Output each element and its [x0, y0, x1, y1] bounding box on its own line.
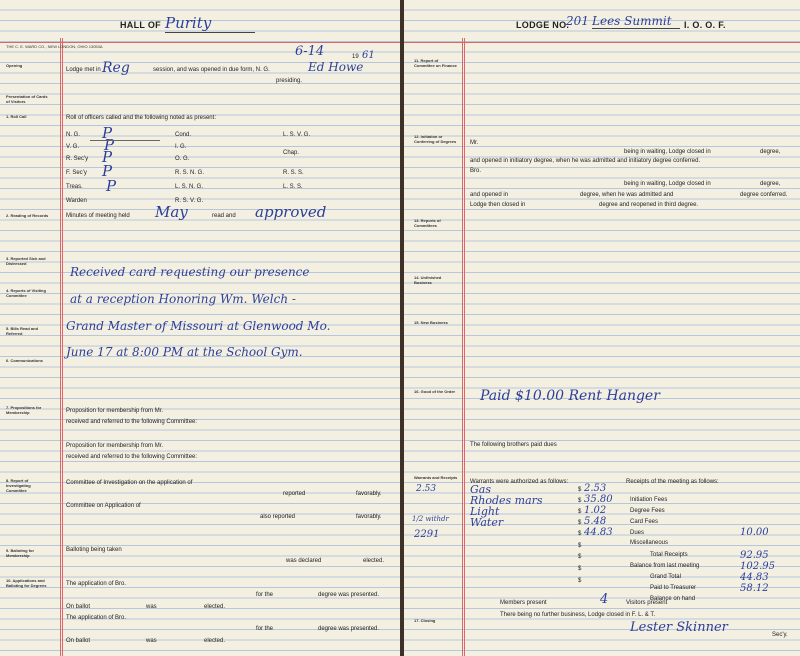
elected-text: elected.: [204, 604, 226, 610]
for-the-text: for the: [256, 626, 274, 632]
visitors-present-text: Visitors present: [626, 600, 668, 606]
brothers-paid-text: The following brothers paid dues: [470, 442, 557, 448]
warrant-amount: 2.53: [584, 483, 607, 494]
investigation-text: Committee of Investigation on the application of: [66, 480, 193, 486]
good-order-hand: Paid $10.00 Rent Hanger: [480, 388, 660, 404]
receipt-label: Total Receipts: [650, 552, 688, 558]
officer-label: Chap.: [283, 150, 300, 156]
proposition-text: received and referred to the following Committee:: [66, 419, 198, 425]
section-label: 5. Bills Read and Referred: [6, 326, 39, 336]
init-bro: Bro.: [470, 168, 482, 174]
officer-line: [90, 140, 160, 141]
officer-label: Treas.: [66, 184, 83, 190]
application-text: The application of Bro.: [66, 581, 127, 587]
lodge-label: LODGE NO.: [516, 20, 570, 30]
section-label: 11. Report of Committee on Finance: [414, 58, 457, 68]
margin-line-2: [464, 38, 465, 656]
officer-label: R. S. V. G.: [175, 198, 204, 204]
opening-text-2: session, and was opened in due form, N. G.: [153, 67, 270, 73]
margin-note: 1/2 withdr: [412, 515, 449, 523]
section-label: 6. Communications: [6, 358, 43, 363]
margin-line: [462, 38, 463, 656]
section-label: 7. Propositions for Membership: [6, 405, 42, 415]
section-label: 17. Closing: [414, 618, 436, 623]
receipt-amount: 58.12: [740, 583, 769, 594]
section-label: 2. Reading of Records: [6, 213, 49, 218]
receipt-label: Grand Total: [650, 574, 681, 580]
investigation-text: Committee on Application of: [66, 503, 141, 509]
year-prefix: 19: [352, 54, 359, 60]
declared-text: was declared: [286, 558, 322, 564]
for-the-text: for the: [256, 592, 274, 598]
communication-line: June 17 at 8:00 PM at the School Gym.: [66, 345, 303, 359]
section-label: 15. New Business: [414, 320, 448, 325]
warrant-amount: 5.48: [584, 516, 607, 527]
warrant-payee: Light: [470, 505, 500, 518]
dollar-sign: $: [578, 498, 582, 504]
proposition-text: Proposition for membership from Mr.: [66, 443, 164, 449]
margin-line: [60, 38, 61, 656]
section-label: Opening: [6, 63, 23, 68]
section-label: 9. Balloting for Membership: [6, 548, 34, 558]
year-hand: 61: [362, 50, 375, 61]
officer-label: N. G.: [66, 132, 81, 138]
roll-call-text: Roll of officers called and the following noted as present:: [66, 115, 216, 121]
receipt-label: Balance on hand: [650, 596, 696, 602]
init-line-5b: degree and reopened in third degree.: [599, 202, 699, 208]
warrant-amount: 44.83: [584, 527, 613, 538]
communication-line: Received card requesting our presence: [70, 265, 310, 279]
warrant-amount: 35.80: [584, 494, 613, 505]
present-mark: P: [102, 162, 113, 180]
margin-note: 2.53: [416, 484, 437, 494]
minutes-hand-2: approved: [255, 203, 327, 221]
session-hand: Reg: [102, 60, 130, 76]
section-label: 10. Applications and Balloting for Degrees: [6, 578, 47, 588]
minutes-hand-1: May: [155, 203, 188, 221]
receipt-amount: 44.83: [740, 572, 769, 583]
receipt-label: Paid to Treasurer: [650, 585, 697, 591]
init-line-5a: Lodge then closed in: [470, 202, 526, 208]
receipt-label: Degree Fees: [630, 508, 665, 514]
hall-name: Purity: [165, 14, 255, 33]
was-text: was: [146, 638, 157, 644]
receipt-amount: 102.95: [740, 561, 775, 572]
on-ballot-text: On ballot: [66, 638, 91, 644]
section-label: 16. Good of the Order: [414, 389, 456, 394]
present-mark: P: [104, 136, 115, 154]
printer-line: THE C. E. WARD CO., NEW LONDON, OHIO 13053A: [6, 44, 103, 49]
degree-presented-text: degree was presented.: [318, 592, 380, 598]
minutes-read: read and: [212, 213, 236, 219]
members-present-text: Members present: [500, 600, 547, 606]
proposition-text: Proposition for membership from Mr.: [66, 408, 164, 414]
init-line-4a: and opened in: [470, 192, 509, 198]
officer-label: R. Sec'y: [66, 156, 89, 162]
receipt-amount: 10.00: [740, 527, 769, 538]
secretary-label: Sec'y.: [772, 632, 788, 638]
was-text: was: [146, 604, 157, 610]
presiding-text: presiding.: [276, 78, 303, 84]
section-label: 1. Roll Call: [6, 114, 27, 119]
warrant-payee: Gas: [470, 483, 491, 496]
dollar-sign: $: [578, 487, 582, 493]
dollar-sign: $: [578, 543, 582, 549]
present-mark: P: [106, 177, 117, 195]
officer-label: R. S. S.: [283, 170, 304, 176]
hall-label: HALL OF: [120, 20, 161, 30]
receipt-label: Dues: [630, 530, 645, 536]
section-label: 12. Initiation or Conferring of Degrees: [414, 134, 457, 144]
warrant-amount: 1.02: [584, 505, 607, 516]
on-ballot-text: On ballot: [66, 604, 91, 610]
init-line-4b: degree, when he was admitted and: [580, 192, 674, 198]
margin-line-2: [62, 38, 63, 656]
closing-text: There being no further business, Lodge closed in F. L. & T.: [500, 612, 655, 618]
dollar-sign: $: [578, 531, 582, 537]
officer-label: O. G.: [175, 156, 190, 162]
init-line-4c: degree conferred.: [740, 192, 788, 198]
officer-label: I. G.: [175, 144, 187, 150]
elected-text: elected.: [363, 558, 385, 564]
officer-label: V. G.: [66, 144, 80, 150]
degree-presented-text: degree was presented.: [318, 626, 380, 632]
section-label: Presentation of Cards of Visitors: [6, 94, 48, 104]
also-reported-text: also reported: [260, 514, 296, 520]
favorably-text: favorably.: [356, 514, 382, 520]
application-text: The application of Bro.: [66, 615, 127, 621]
dollar-sign: $: [578, 578, 582, 584]
secretary-signature: Lester Skinner: [630, 620, 728, 635]
init-mr: Mr.: [470, 140, 479, 146]
init-line-1: being in waiting, Lodge closed in: [624, 149, 711, 155]
dollar-sign: $: [578, 566, 582, 572]
ng-hand: Ed Howe: [308, 60, 364, 74]
section-label: 8. Report of Investigating Committee: [6, 478, 31, 493]
officer-label: L. S. S.: [283, 184, 303, 190]
dollar-sign: $: [578, 520, 582, 526]
section-label: 13. Reports of Committees: [414, 218, 441, 228]
dollar-sign: $: [578, 509, 582, 515]
section-label: Warrants and Receipts: [414, 475, 458, 480]
receipt-amount: 92.95: [740, 550, 769, 561]
present-mark: P: [102, 124, 113, 142]
warrant-payee: Water: [470, 516, 504, 529]
officer-label: F. Sec'y: [66, 170, 87, 176]
margin-note: 2291: [414, 529, 440, 540]
opening-text: Lodge met in: [66, 67, 101, 73]
init-degree: degree,: [760, 181, 781, 187]
communication-line: Grand Master of Missouri at Glenwood Mo.: [66, 319, 331, 333]
warrant-payee: Rhodes mars: [470, 494, 543, 507]
lodge-name: Lees Summit: [592, 14, 680, 29]
meeting-date: 6-14: [295, 44, 325, 59]
right-ledger-page: [404, 0, 800, 656]
present-mark: P: [102, 148, 113, 166]
warrants-title: Warrants were authorized as follows:: [470, 479, 569, 485]
receipt-label: Card Fees: [630, 519, 659, 525]
officer-label: Cond.: [175, 132, 192, 138]
init-degree: degree,: [760, 149, 781, 155]
balloting-text: Balloting being taken: [66, 547, 122, 553]
init-line-3: being in waiting, Lodge closed in: [624, 181, 711, 187]
officer-label: L. S. V. G.: [283, 132, 311, 138]
officer-label: Warden: [66, 198, 87, 204]
receipts-title: Receipts of the meeting as follows:: [626, 479, 719, 485]
officer-label: R. S. N. G.: [175, 170, 205, 176]
favorably-text: favorably.: [356, 491, 382, 497]
section-label: 14. Unfinished Business: [414, 275, 442, 285]
dollar-sign: $: [578, 554, 582, 560]
officer-label: L. S. N. G.: [175, 184, 204, 190]
reported-text: reported: [283, 491, 306, 497]
section-label: 3. Reported Sick and Distressed: [6, 256, 46, 266]
receipt-label: Miscellaneous: [630, 540, 669, 546]
communication-line: at a reception Honoring Wm. Welch -: [70, 292, 296, 306]
section-label: 4. Reports of Visiting Committee: [6, 288, 46, 298]
minutes-text: Minutes of meeting held: [66, 213, 130, 219]
init-line-2: and opened in initiatory degree, when he was admitted and initiatory degree conferred.: [470, 158, 701, 164]
receipt-label: Initiation Fees: [630, 497, 668, 503]
elected-text: elected.: [204, 638, 226, 644]
receipt-label: Balance from last meeting: [630, 563, 700, 569]
proposition-text: received and referred to the following Committee:: [66, 454, 198, 460]
ioof-label: I. O. O. F.: [684, 20, 726, 30]
members-present-hand: 4: [600, 592, 609, 607]
lodge-number: 201: [566, 14, 589, 28]
